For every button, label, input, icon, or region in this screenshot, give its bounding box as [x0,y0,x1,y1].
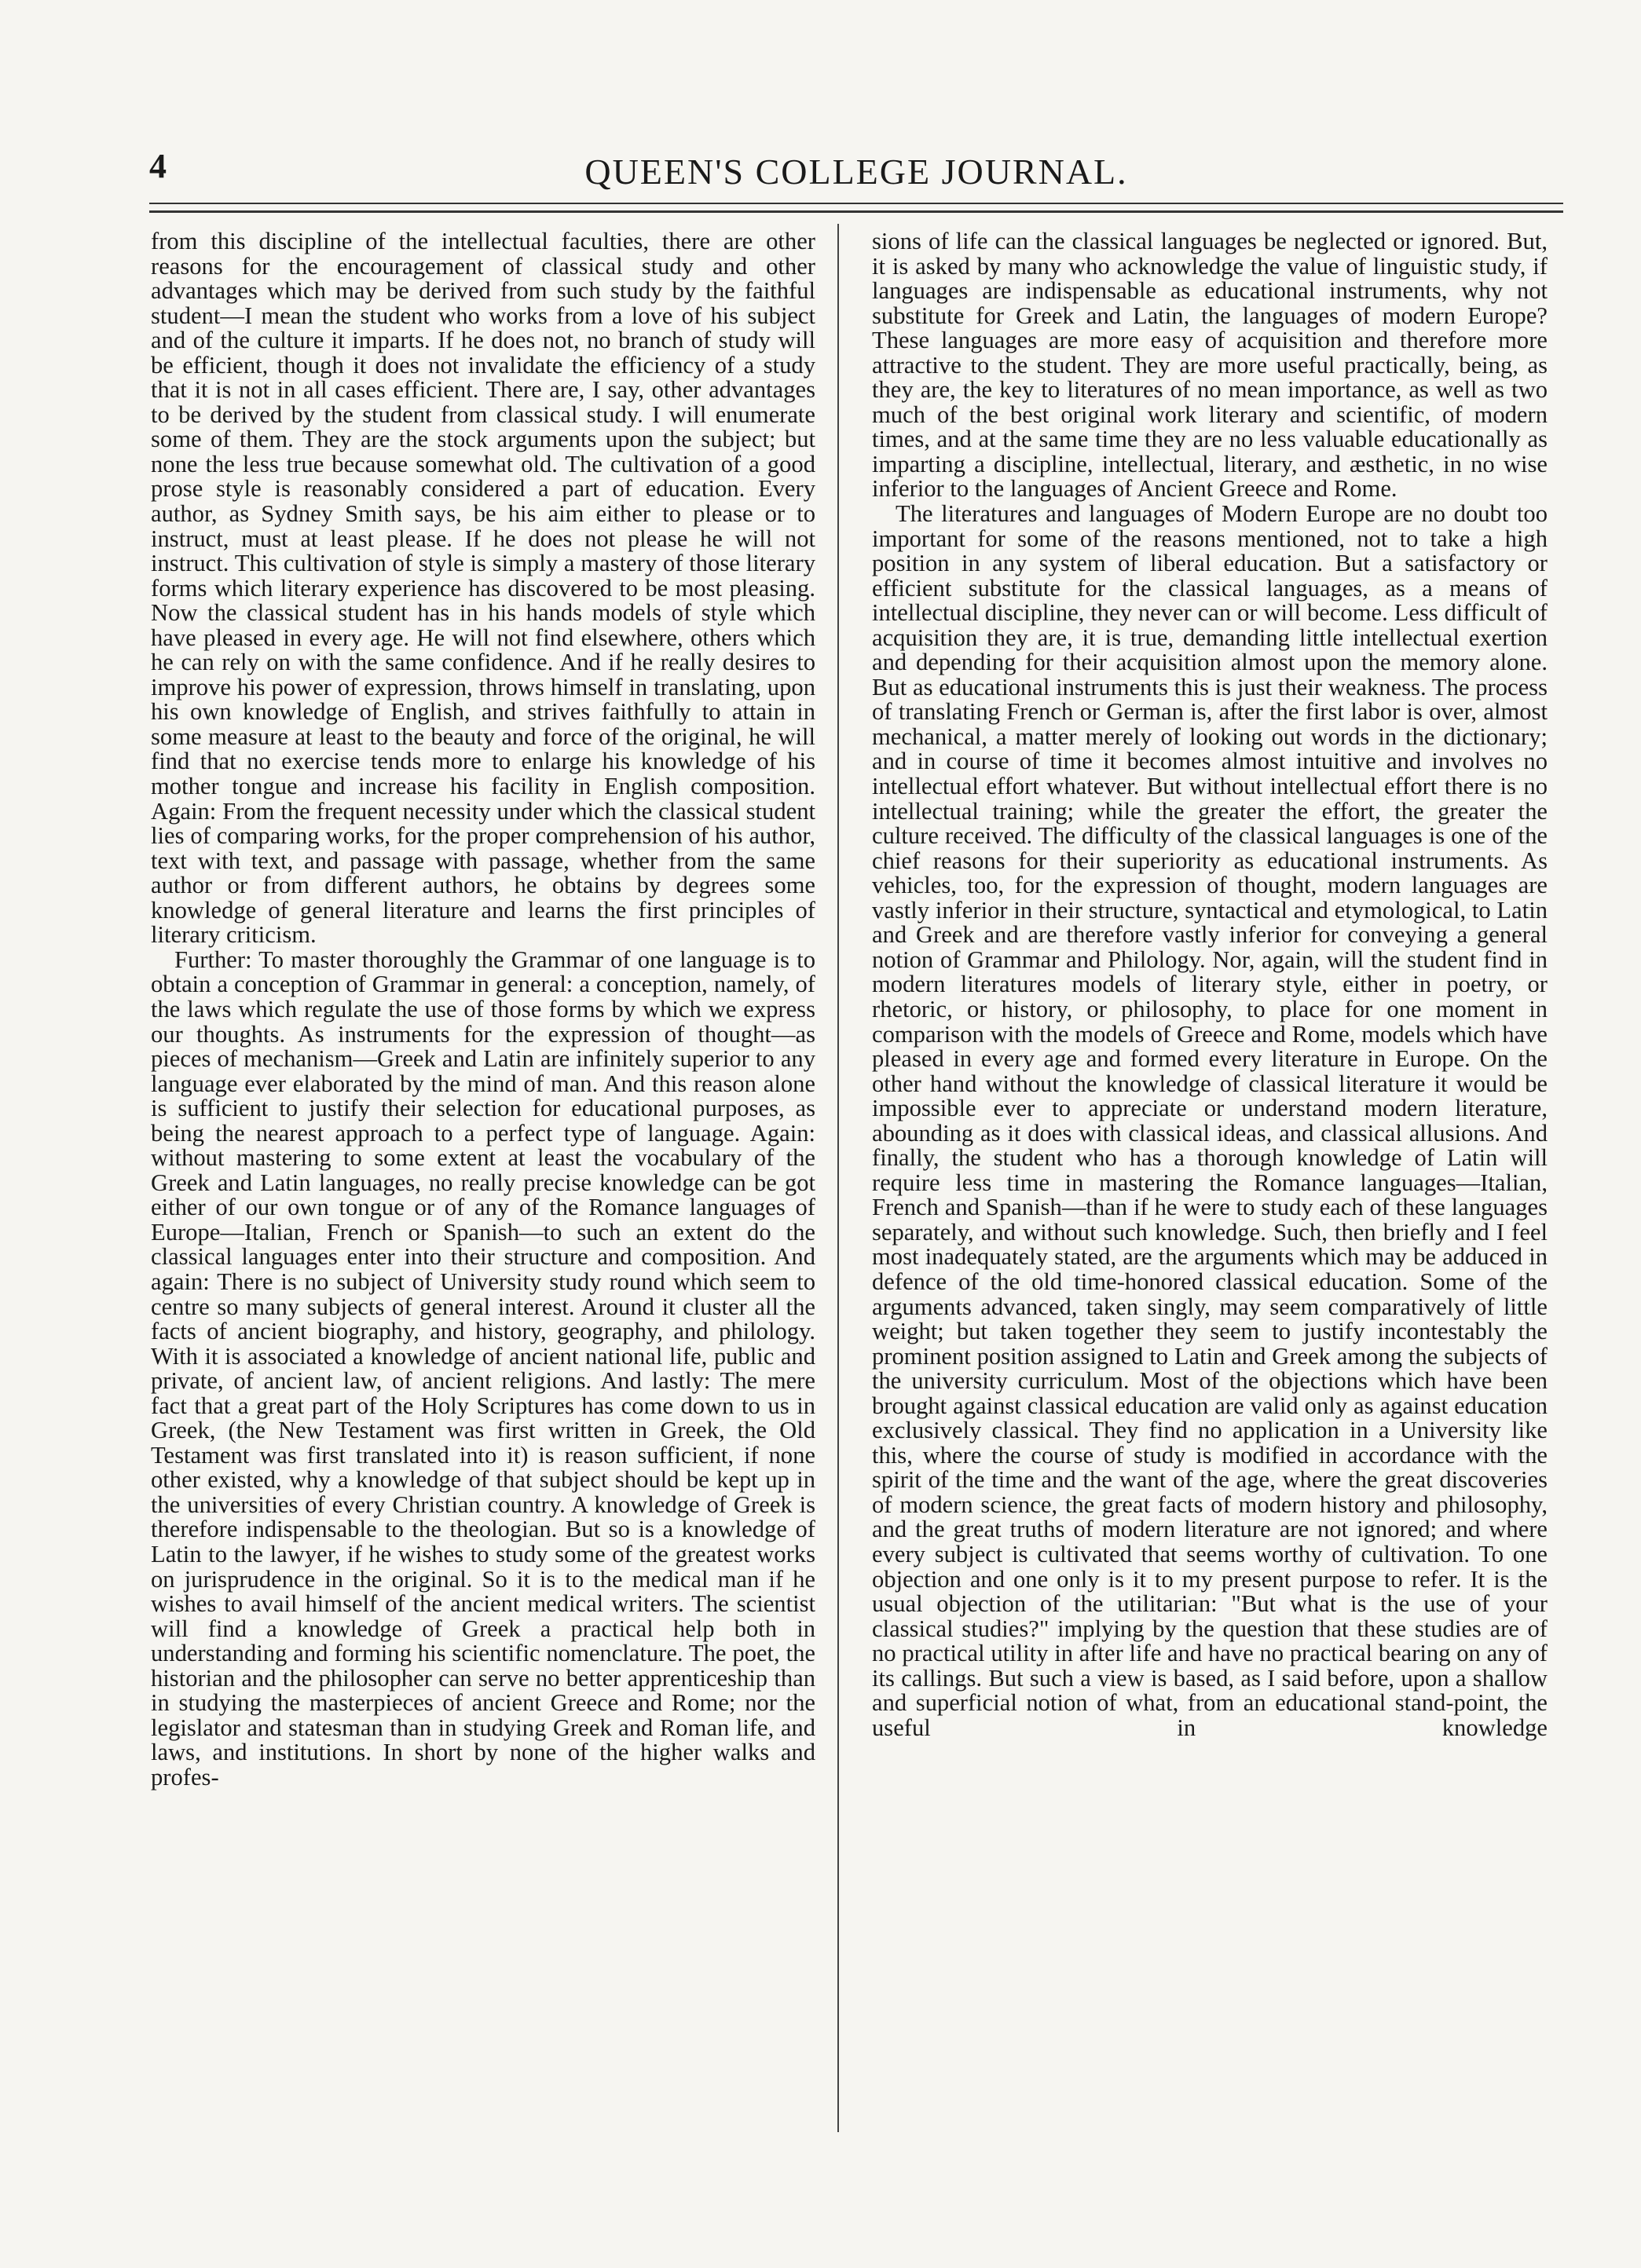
left-paragraph-1: from this discipline of the intellectual faculties, there are other reasons for the encouragement of classical study and other advantages which may be derived from such study by the faithful student—I mean the student who works from a love of his subject and of the culture it imparts. If he does not, no branch of study will be efficient, though it does not invalidate the efficiency of a study that it is not in all cases efficient. There are, I say, other advantages to be derived by the student from classical study. I will enumerate some of them. They are the stock arguments upon the subject; but none the less true because somewhat old. The cultivation of a good prose style is reasonably considered a part of education. Every author, as Sydney Smith says, be his aim either to please or to instruct, must at least please. If he does not please he will not instruct. This cultivation of style is simply a mastery of those literary forms which literary experience has discovered to be most pleasing. Now the classical student has in his hands models of style which have pleased in every age. He will not find elsewhere, others which he can rely on with the same confidence. And if he really desires to improve his power of expression, throws himself in translating, upon his own knowledge of English, and strives faithfully to attain in some measure at least to the beauty and force of the original, he will find that no exercise tends more to enlarge his knowledge of his mother tongue and increase his facility in English composition. Again: From the frequent necessity under which the classical student lies of comparing works, for the proper comprehension of his author, text with text, and passage with passage, whether from the same author or from different authors, he obtains by degrees some knowledge of general literature and learns the first principles of literary criticism. [151,228,815,949]
left-paragraph-2: Further: To master thoroughly the Grammar of one language is to obtain a conception of Grammar in general: a conception, namely, of the laws which regulate the use of those forms by which we express our thoughts. As instruments for the expression of thought—as pieces of mechanism—Greek and Latin are infinitely superior to any language ever elaborated by the mind of man. And this reason alone is sufficient to justify their selection for educational purposes, as being the nearest approach to a perfect type of language. Again: without mastering to some extent at least the vocabulary of the Greek and Latin languages, no really precise knowledge can be got either of our own tongue or of any of the Romance languages of Europe—Italian, French or Spanish—to such an extent do the classical languages enter into their structure and composition. And again: There is no subject of University study round which seem to centre so many subjects of general interest. Around it cluster all the facts of ancient biography, and history, geography, and philology. With it is associated a knowledge of ancient national life, public and private, of ancient law, of ancient religions. And lastly: The mere fact that a great part of the Holy Scriptures has come down to us in Greek, (the New Testament was first written in Greek, the Old Testament was first translated into it) is reason sufficient, if none other existed, why a knowledge of that subject should be kept up in the universities of every Christian country. A knowledge of Greek is therefore indispensable to the theologian. But so is a knowledge of Latin to the lawyer, if he wishes to study some of the greatest works on jurisprudence in the original. So it is to the medical man if he wishes to avail himself of the ancient medical writers. The scientist will find a knowledge of Greek a practical help both in understanding and forming his scientific nomenclature. The poet, the historian and the philosopher can serve no better apprenticeship than in studying the masterpieces of ancient Greece and Rome; nor the legislator and statesman than in studying Greek and Roman life, and laws, and institutions. In short by none of the higher walks and profes- [151,946,815,1791]
header-rule-top [149,203,1563,204]
left-column [151,229,815,1790]
right-column [872,229,1548,1740]
page-header [149,149,1563,196]
page-number: 4 [149,147,167,185]
right-paragraph-2: The literatures and languages of Modern Europe are no doubt too important for some of the reasons mentioned, not to take a high position in any system of liberal education. But a satisfactory or efficient substitute for the classical languages, as a means of intellectual discipline, they never can or will become. Less difficult of acquisition they are, it is true, demanding little intellectual exertion and depending for their acquisition almost upon the memory alone. But as educational instruments this is just their weakness. The process of translating French or German is, after the first labor is over, almost mechanical, a matter merely of looking out words in the dictionary; and in course of time it becomes almost intuitive and involves no intellectual effort whatever. But without intellectual effort there is no intellectual training; while the greater the effort, the greater the culture received. The difficulty of the classical languages is one of the chief reasons for their superiority as educational instruments. As vehicles, too, for the expression of thought, modern languages are vastly inferior in their structure, syntactical and etymological, to Latin and Greek and are therefore vastly inferior for conveying a general notion of Grammar and Philology. Nor, again, will the student find in modern literatures models of literary style, either in poetry, or rhetoric, or history, or philosophy, to place for one moment in comparison with the models of Greece and Rome, models which have pleased in every age and formed every literature in Europe. On the other hand without the knowledge of classical literature it would be impossible ever to appreciate or understand modern literature, abounding as it does with classical ideas, and classical allusions. And finally, the student who has a thorough knowledge of Latin will require less time in mastering the Romance languages—Italian, French and Spanish—than if he were to study each of these languages separately, and without such knowledge. Such, then briefly and I feel most inadequately stated, are the arguments which may be adduced in defence of the old time-honored classical education. Some of the arguments advanced, taken singly, may seem comparatively of little weight; but taken together they seem to justify incontestably the prominent position assigned to Latin and Greek among the subjects of the university curriculum. Most of the objections which have been brought against classical education are valid only as against education exclusively classical. They find no application in a University like this, where the course of study is modified in accordance with the spirit of the time and the want of the age, where the great discoveries of modern science, the great facts of modern history and philosophy, and the great truths of modern literature are not ignored; and where every subject is cultivated that seems worthy of cultivation. To one objection and one only is it to my present purpose to refer. It is the usual objection of the utilitarian: "But what is the use of your classical studies?" implying by the question that these studies are of no practical utility in after life and have no practical bearing on any of its callings. But such a view is based, as I said before, upon a shallow and superficial notion of what, from an educational stand-point, the useful in knowledge [872,500,1548,1741]
journal-title: QUEEN'S COLLEGE JOURNAL. [584,152,1128,192]
right-paragraph-1: sions of life can the classical languages be neglected or ignored. But, it is asked by many who acknowledge the value of linguistic study, if languages are indispensable as educational instruments, why not substitute for Greek and Latin, the languages of modern Europe? These languages are more easy of acquisition and therefore more attractive to the student. They are more useful practically, being, as they are, the key to literatures of no mean importance, as well as two much of the best original work literary and scientific, of modern times, and at the same time they are no less valuable educationally as imparting a discipline, intellectual, literary, and æsthetic, in no wise inferior to the languages of Ancient Greece and Rome. [872,228,1548,503]
header-rule-bottom [149,210,1563,213]
column-divider [837,224,839,2132]
